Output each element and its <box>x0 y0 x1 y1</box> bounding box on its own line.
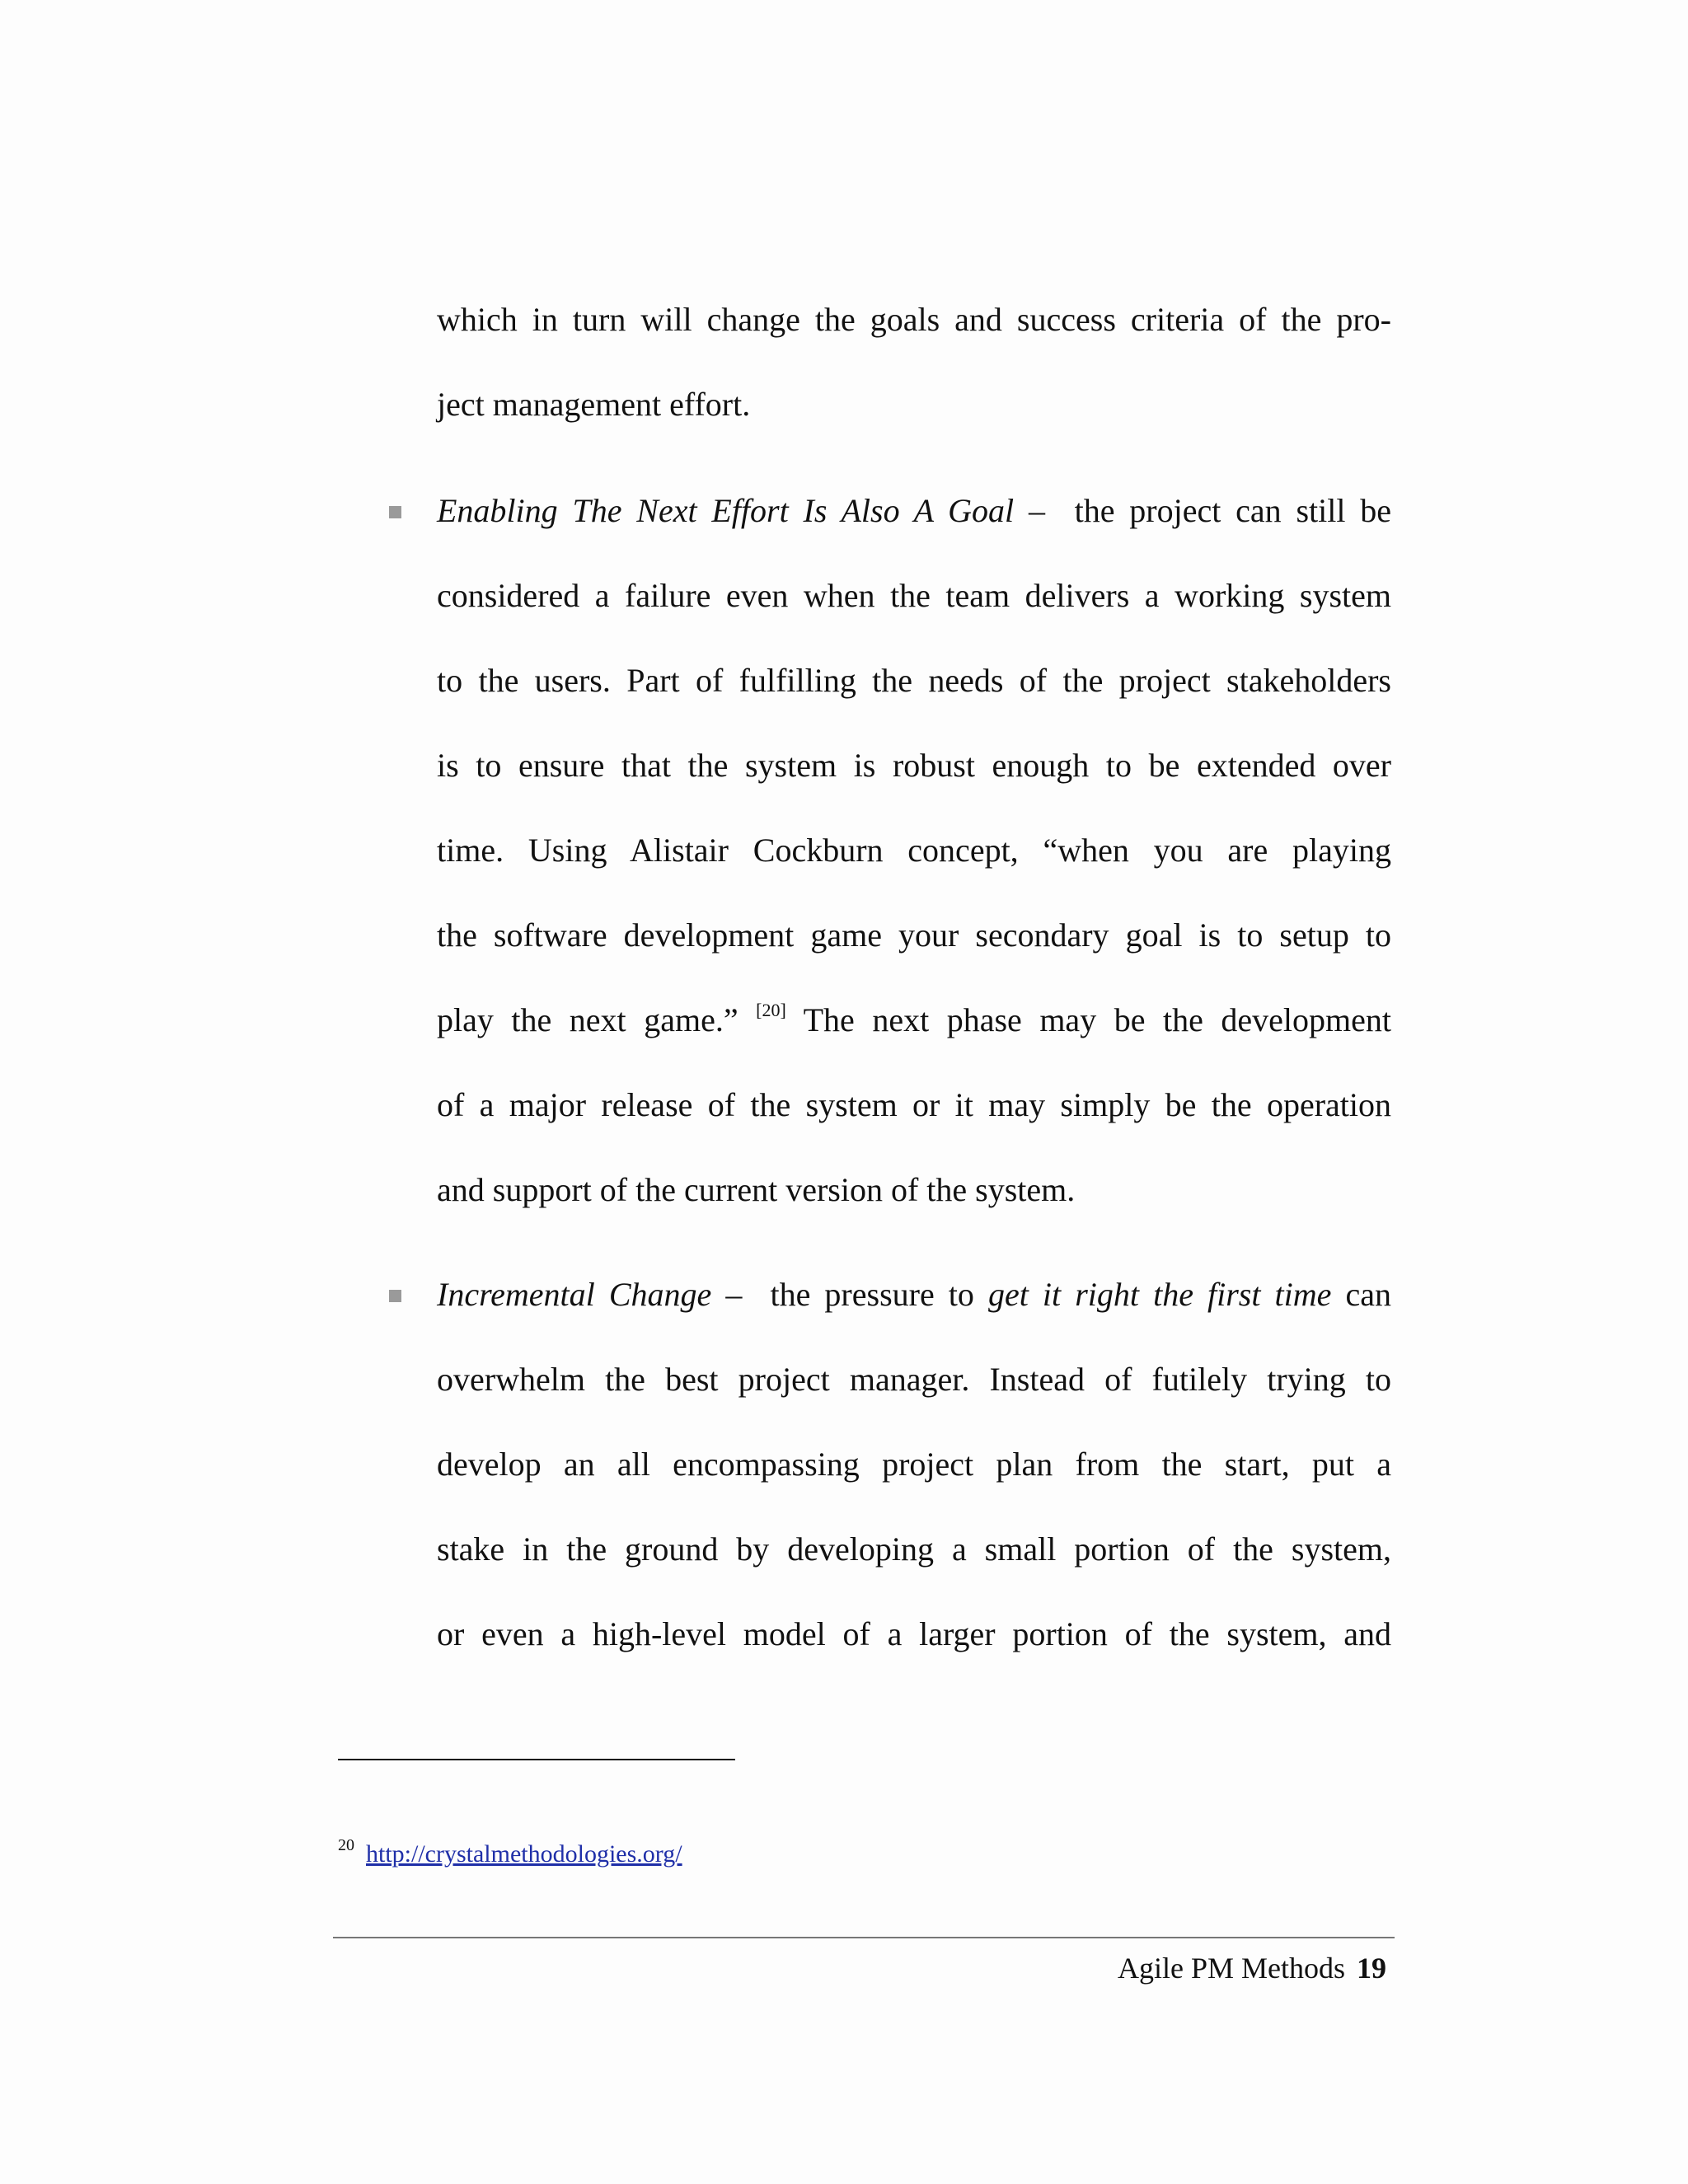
body-text-line: which in turn will change the goals and success criteria of the pro- <box>437 301 1391 338</box>
body-text-line: is to ensure that the system is robust enough to be extended over <box>437 747 1391 784</box>
square-bullet-icon <box>389 1290 401 1302</box>
page-number: 19 <box>1357 1952 1386 1985</box>
body-text-line: considered a failure even when the team delivers a working system <box>437 577 1391 614</box>
bullet-heading: Incremental Change <box>437 1276 712 1313</box>
body-text-line <box>437 999 1391 1042</box>
body-text-line: ject management effort. <box>437 386 751 423</box>
body-text-line: stake in the ground by developing a small portion of the system, <box>437 1530 1391 1568</box>
citation-ref: [20] <box>756 1000 786 1020</box>
bullet-text: the project can still be <box>1074 492 1392 529</box>
bullet-heading: Enabling The Next Effort Is Also A Goal <box>437 492 1015 529</box>
em-dash: – <box>1029 492 1045 529</box>
bullet-item-line <box>437 490 1391 532</box>
footnote-link[interactable]: http://crystalmethodologies.org/ <box>366 1840 682 1868</box>
body-text-line: or even a high-level model of a larger portion of the system, and <box>437 1615 1391 1652</box>
footer-title: Agile PM Methods <box>1117 1952 1345 1985</box>
body-text: The next phase may be the development <box>803 1001 1392 1038</box>
bullet-item-line <box>437 1273 1391 1316</box>
square-bullet-icon <box>389 506 401 518</box>
body-text-line: develop an all encompassing project plan from the start, put a <box>437 1446 1391 1483</box>
quote-end: play the next game.” <box>437 1001 738 1038</box>
em-dash: – <box>725 1276 743 1313</box>
body-text-line: and support of the current version of the system. <box>437 1171 1076 1208</box>
footnote <box>338 1838 682 1871</box>
footnote-number: 20 <box>338 1836 354 1854</box>
body-text-line: overwhelm the best project manager. Instead of futilely trying to <box>437 1361 1391 1398</box>
page-footer <box>1118 1950 1386 1986</box>
footer-rule <box>333 1937 1395 1938</box>
bullet-text: can <box>1345 1276 1392 1313</box>
body-text-line: to the users. Part of fulfilling the needs of the project stakeholders <box>437 662 1391 699</box>
body-text-line: time. Using Alistair Cockburn concept, “when you are playing <box>437 832 1391 869</box>
body-text-line: the software development game your secondary goal is to setup to <box>437 916 1391 954</box>
body-text-line: of a major release of the system or it may simply be the operation <box>437 1086 1391 1123</box>
footnote-separator <box>338 1759 735 1760</box>
bullet-text: the pressure to <box>770 1276 974 1313</box>
emphasis-text: get it right the first time <box>987 1276 1332 1313</box>
